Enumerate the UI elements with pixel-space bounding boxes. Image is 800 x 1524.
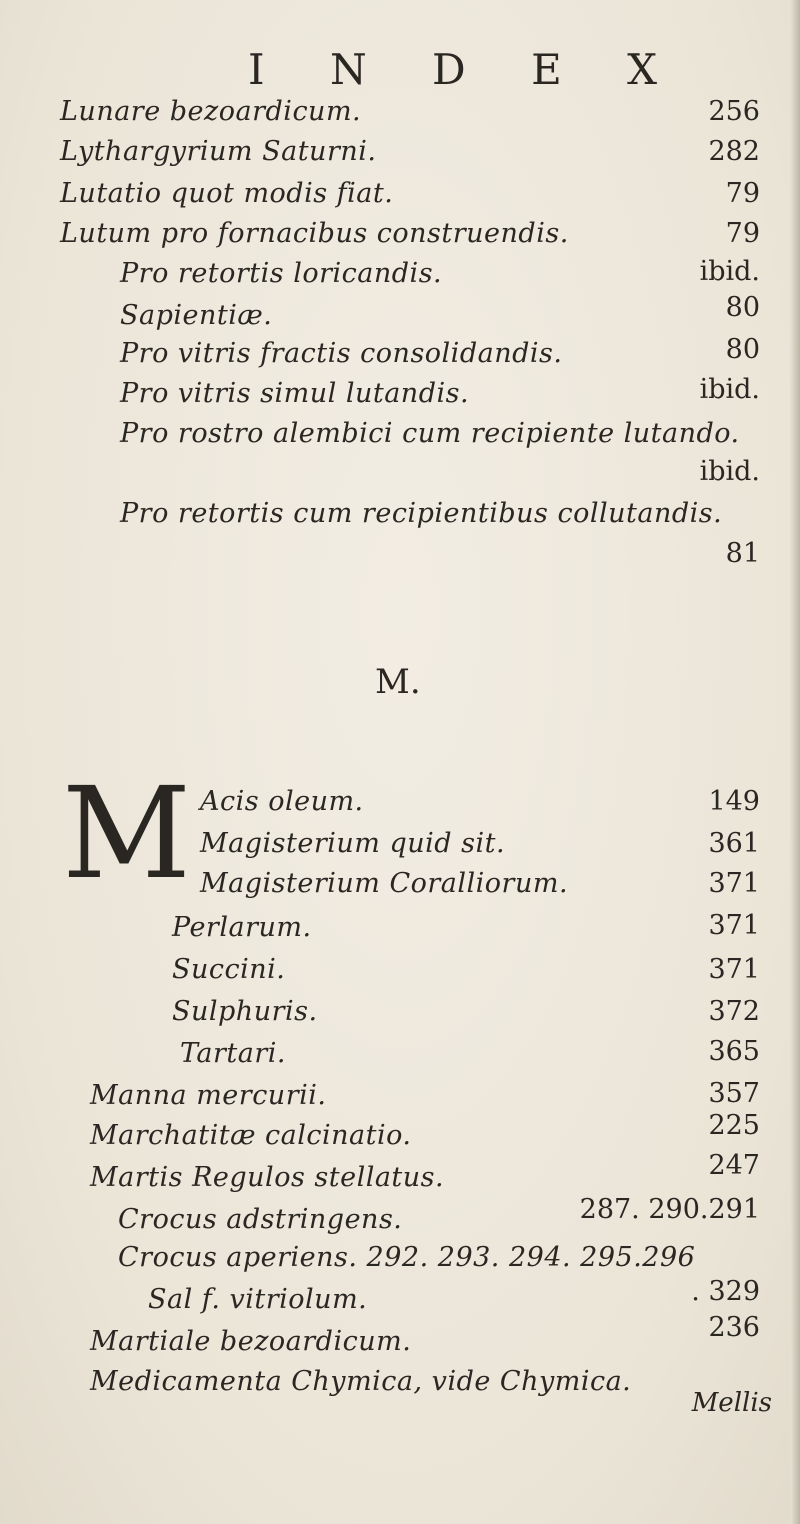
index-entry-text: Lutum pro fornacibus construendis. xyxy=(60,218,569,249)
index-entry-text: Martiale bezoardicum. xyxy=(90,1326,412,1357)
index-entry-page: 80 xyxy=(725,334,760,365)
index-entry-text: Acis oleum. xyxy=(200,786,364,817)
index-entry-text: Manna mercurii. xyxy=(90,1080,327,1111)
index-entry-text: Sapientiæ. xyxy=(120,300,273,331)
index-entry-page: 236 xyxy=(708,1312,760,1343)
drop-cap: M xyxy=(62,760,192,907)
index-entry-text: Pro rostro alembici cum recipiente lutando. xyxy=(120,418,740,449)
index-entry-text: Medicamenta Chymica, vide Chymica. xyxy=(90,1366,632,1397)
index-entry-page: 287. 290.291 xyxy=(579,1194,760,1225)
index-entry-page: 365 xyxy=(708,1036,760,1067)
index-entry-text: Pro retortis loricandis. xyxy=(120,258,443,289)
index-entry-text: Pro vitris fractis consolidandis. xyxy=(120,338,563,369)
index-entry-text: Perlarum. xyxy=(172,912,312,943)
index-entry-page: 371 xyxy=(708,954,760,985)
index-entry-page: 79 xyxy=(725,218,760,249)
index-entry-text: Magisterium quid sit. xyxy=(200,828,506,859)
index-entry-page: 256 xyxy=(708,96,760,127)
index-entry-text: Lunare bezoardicum. xyxy=(60,96,362,127)
index-entry-page: 81 xyxy=(725,538,760,569)
index-entry-page: 79 xyxy=(725,178,760,209)
index-entry-text: Magisterium Coralliorum. xyxy=(200,868,569,899)
index-entry-page: 282 xyxy=(708,136,760,167)
index-entry-text: Pro retortis cum recipientibus collutandis. xyxy=(120,498,723,529)
index-entry-page: 371 xyxy=(708,868,760,899)
page-header: I N D E X xyxy=(248,45,683,94)
index-entry-page: 371 xyxy=(708,910,760,941)
index-entry-text: Pro vitris simul lutandis. xyxy=(120,378,470,409)
index-entry-text: Sulphuris. xyxy=(172,996,318,1027)
index-entry-text: Martis Regulos stellatus. xyxy=(90,1162,445,1193)
index-entry-page: 149 xyxy=(708,786,760,817)
index-entry-page: 80 xyxy=(725,292,760,323)
index-entry-text: Lutatio quot modis fiat. xyxy=(60,178,394,209)
section-heading: M. xyxy=(375,662,421,702)
index-entry-text: Sal f. vitriolum. xyxy=(148,1284,368,1315)
index-entry-text: Crocus adstringens. xyxy=(118,1204,403,1235)
catchword: Mellis xyxy=(691,1388,772,1418)
index-entry-page: ibid. xyxy=(699,374,760,405)
index-entry-page: 357 xyxy=(708,1078,760,1109)
index-entry-page: ibid. xyxy=(699,256,760,287)
page-edge xyxy=(790,0,800,1524)
index-entry-page: 225 xyxy=(708,1110,760,1141)
index-entry-page: 361 xyxy=(708,828,760,859)
index-entry-text: Tartari. xyxy=(180,1038,286,1069)
index-entry-text: Succini. xyxy=(172,954,286,985)
index-entry-text: Lythargyrium Saturni. xyxy=(60,136,377,167)
index-entry-text: Marchatitæ calcinatio. xyxy=(90,1120,412,1151)
index-entry-page: ibid. xyxy=(699,456,760,487)
index-entry-text: Crocus aperiens. 292. 293. 294. 295.296 xyxy=(118,1242,696,1273)
index-entry-page: . 329 xyxy=(691,1276,760,1307)
index-entry-page: 372 xyxy=(708,996,760,1027)
index-entry-page: 247 xyxy=(708,1150,760,1181)
